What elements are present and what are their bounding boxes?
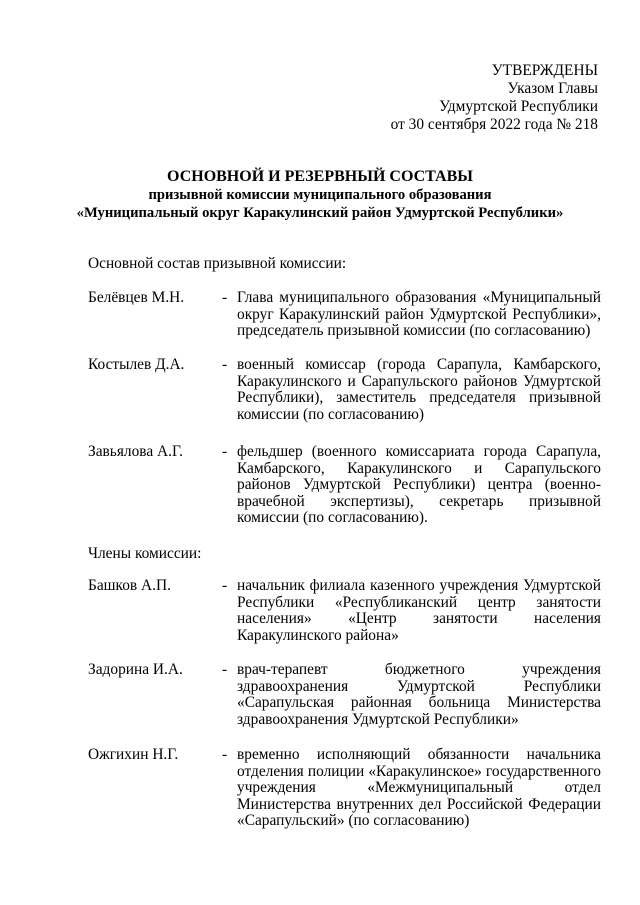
member-dash: - <box>222 289 228 306</box>
approval-block <box>391 62 598 134</box>
member-role: фельдшер (военного комиссариата города Сарапула, Камбарского, Каракулинского и Сарапульского районов Удмуртской Республики) центра (военно-врачебной экспертизы), секретарь призывной комиссии (по согласованию). <box>237 443 601 527</box>
title-main: ОСНОВНОЙ И РЕЗЕРВНЫЙ СОСТАВЫ <box>167 168 473 185</box>
title-subtitle-1: призывной комиссии муниципального образования <box>148 187 492 203</box>
member-role: Глава муниципального образования «Муниципальный округ Каракулинский район Удмуртской Республики», председатель призывной комиссии (по согласованию) <box>237 289 601 340</box>
member-name: Ожгихин Н.Г. <box>88 746 179 763</box>
member-name: Башков А.П. <box>88 577 171 594</box>
document-title <box>40 168 600 222</box>
member-name: Белёвцев М.Н. <box>88 289 185 306</box>
approval-decree: Указом Главы <box>507 80 598 97</box>
member-role: начальник филиала казенного учреждения Удмуртской Республики «Республиканский центр занятости населения» «Центр занятости населения Каракулинского района» <box>237 577 601 644</box>
member-dash: - <box>222 661 228 678</box>
main-composition-heading: Основной состав призывной комиссии: <box>88 255 347 272</box>
member-dash: - <box>222 577 228 594</box>
member-role: врач-терапевт бюджетного учреждения здравоохранения Удмуртской Республики «Сарапульская районная больница Министерства здравоохранения Удмуртской Республики» <box>237 661 601 728</box>
title-subtitle-2: «Муниципальный округ Каракулинский район Удмуртской Республики» <box>76 205 564 221</box>
member-name: Завьялова А.Г. <box>88 443 183 460</box>
approval-republic: Удмуртской Республики <box>439 98 598 115</box>
member-dash: - <box>222 356 228 373</box>
commission-members-heading: Члены комиссии: <box>88 545 202 562</box>
member-name: Костылев Д.А. <box>88 356 185 373</box>
approval-title: УТВЕРЖДЕНЫ <box>491 62 598 79</box>
member-dash: - <box>222 746 228 763</box>
member-dash: - <box>222 443 228 460</box>
member-name: Задорина И.А. <box>88 661 183 678</box>
member-role: временно исполняющий обязанности начальника отделения полиции «Каракулинское» государственного учреждения «Межмуниципальный отдел Министерства внутренних дел Российской Федерации «Сарапульский» (по согласованию) <box>237 746 601 830</box>
member-role: военный комиссар (города Сарапула, Камбарского, Каракулинского и Сарапульского районов Удмуртской Республики), заместитель председателя призывной комиссии (по согласованию) <box>237 356 601 423</box>
approval-date: от 30 сентября 2022 года № 218 <box>390 116 598 133</box>
